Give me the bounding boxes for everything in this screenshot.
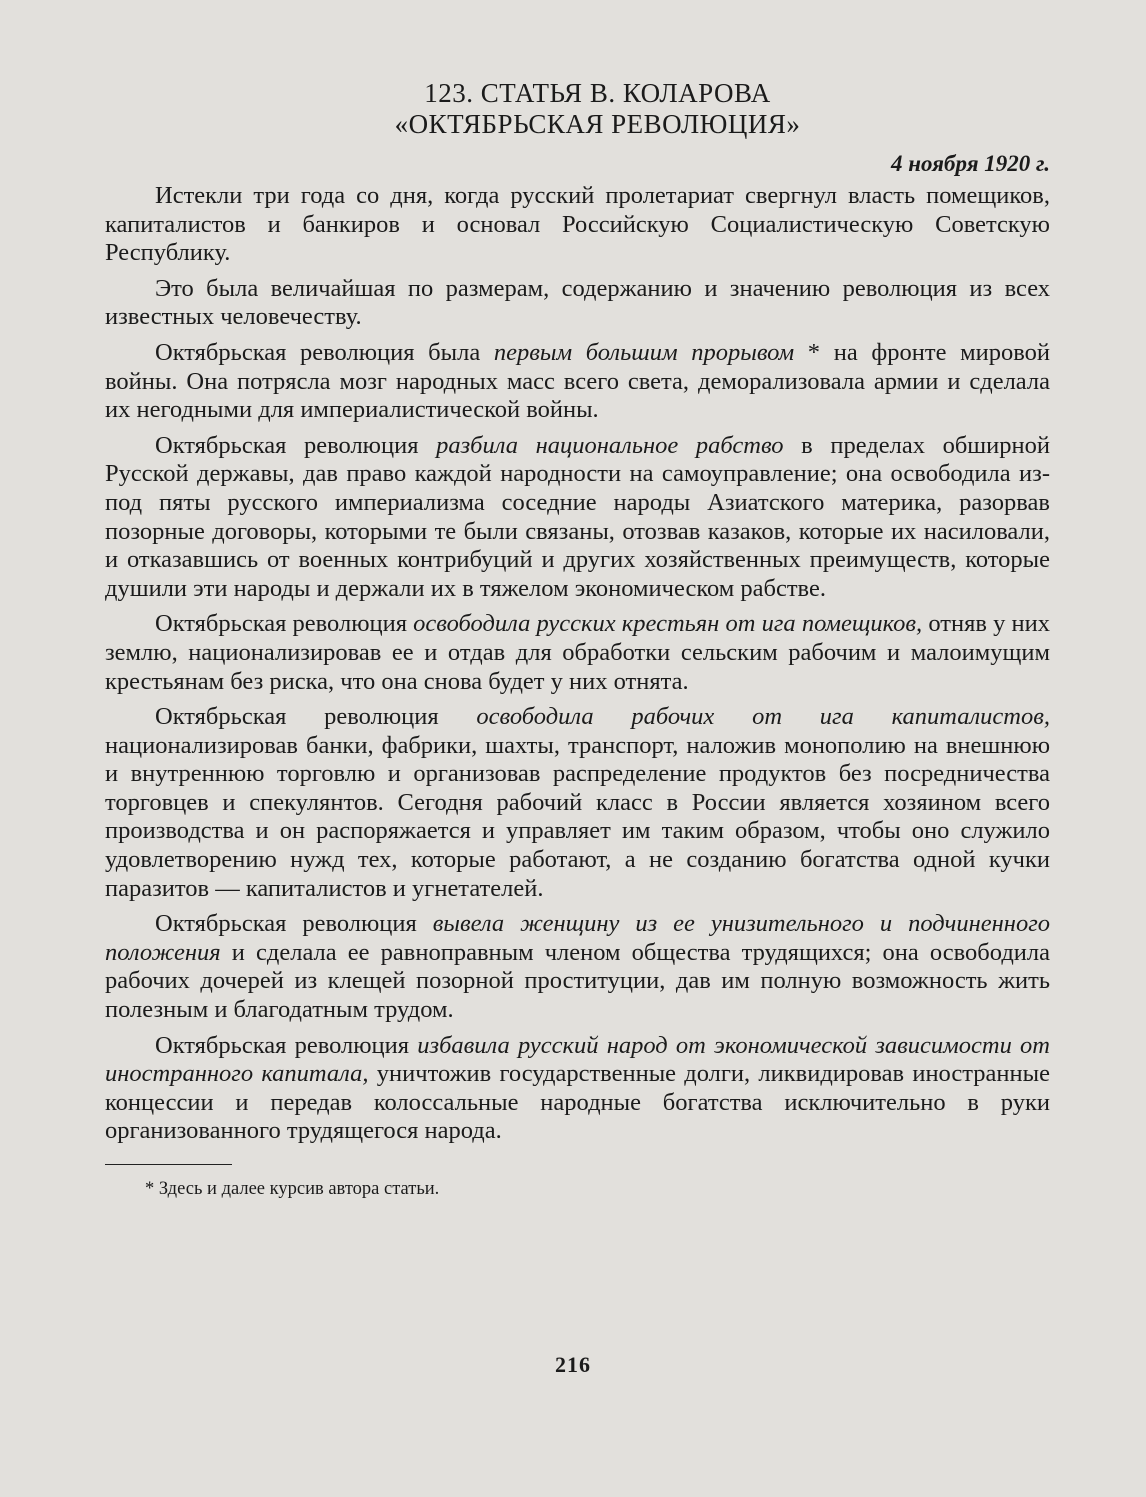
article-date: 4 ноября 1920 г. (890, 151, 1050, 176)
paragraph-5: Октябрьская революция освободила русских крестьян от ига помещиков, отняв у них землю, национализировав ее и отдав для обработки сельским рабочим и малоимущим крестьянам без риска, что она снова будет у них отнята. (105, 610, 1050, 695)
italic-emphasis: освободила русских крестьян от ига помещиков, (413, 610, 923, 638)
paragraph-4: Октябрьская революция разбила национальное рабство в пределах обширной Русской державы, дав право каждой народности на самоуправление; она освободила из-под пяты русского империализма соседние народы Азиатского материка, разорвав позорные договоры, которыми те были связаны, отозвав казаков, которые их насиловали, и отказавшись от военных контрибуций и других хозяйственных преимуществ, которые душили эти народы и держали их в тяжелом экономическом рабстве. (105, 431, 1050, 602)
paragraph-8: Октябрьская революция избавила русский народ от экономической зависимости от иностранного капитала, уничтожив государственные долги, ликвидировав иностранные концессии и передав колоссальные народные богатства исключительно в руки организованного трудящегося народа. (105, 1031, 1050, 1145)
italic-emphasis: разбила национальное рабство (436, 431, 784, 459)
heading-line-2: «ОКТЯБРЬСКАЯ РЕВОЛЮЦИЯ» (394, 109, 801, 139)
paragraph-3: Октябрьская революция была первым большим прорывом * на фронте мировой войны. Она потрясла мозг народных масс всего света, деморализовала армии и сделала их негодными для империалистической войны. (105, 338, 1050, 424)
article-heading (145, 78, 1050, 140)
paragraph-6: Октябрьская революция освободила рабочих от ига капиталистов, национализировав банки, фабрики, шахты, транспорт, наложив монополию на внешнюю и внутреннюю торговлю и организовав распределение продуктов без посредничества торговцев и спекулянтов. Сегодня рабочий класс в России является хозяином всего производства и он распоряжается и управляет им таким образом, чтобы оно служило удовлетворению нужд тех, которые работают, а не созданию богатства одной кучки паразитов — капиталистов и угнетателей. (105, 703, 1050, 902)
footnote-divider (105, 1164, 232, 1165)
footnote: * Здесь и далее курсив автора статьи. (145, 1179, 440, 1199)
italic-emphasis: освободила рабочих от ига капиталистов, (476, 703, 1050, 731)
paragraph-7: Октябрьская революция вывела женщину из ее унизительного и подчиненного положения и сделала ее равноправным членом общества трудящихся; она освободила рабочих дочерей из клещей позорной проституции, дав им полную возможность жить полезным и благодатным трудом. (105, 910, 1050, 1024)
italic-emphasis: вывела женщину из ее унизительного и подчиненного положения (105, 910, 1050, 966)
page-number: 216 (555, 1352, 591, 1377)
paragraph-1: Истекли три года со дня, когда русский пролетариат свергнул власть помещиков, капиталистов и банкиров и основал Российскую Социалистическую Советскую Республику. (105, 182, 1050, 267)
paragraph-2: Это была величайшая по размерам, содержанию и значению революция из всех известных человечеству. (105, 274, 1050, 331)
italic-emphasis: избавила русский народ от экономической зависимости от иностранного капитала, (105, 1031, 1050, 1088)
heading-line-1: 123. СТАТЬЯ В. КОЛАРОВА (424, 78, 771, 108)
italic-emphasis: первым большим прорывом (493, 338, 795, 366)
